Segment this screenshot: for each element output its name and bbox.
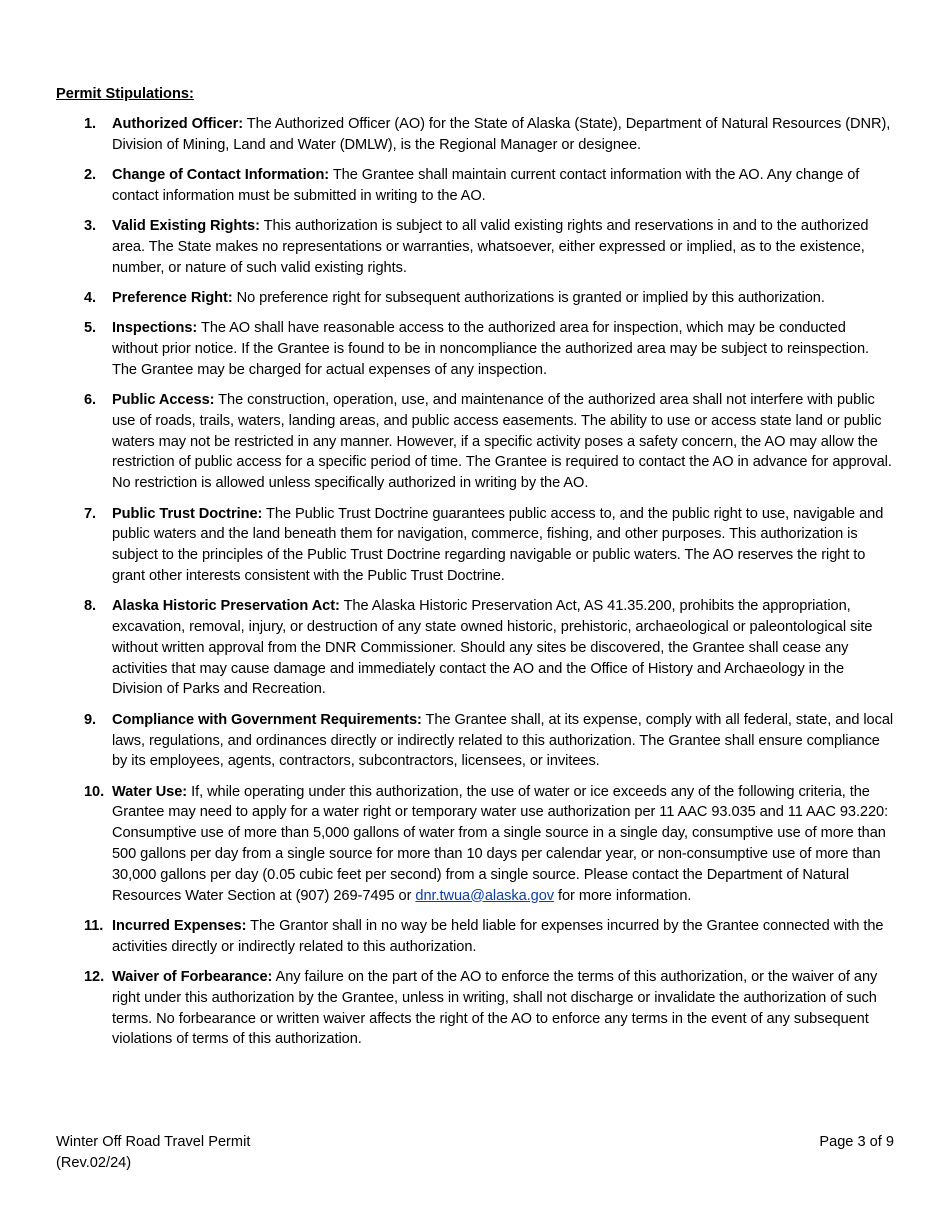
stipulation-text: No preference right for subsequent authorizations is granted or implied by this authorization. (232, 289, 825, 306)
stipulation-item (56, 318, 894, 380)
stipulation-number: 12. (84, 968, 105, 985)
stipulation-number: 8. (84, 598, 97, 615)
stipulation-text: The Grantee shall, at its expense, comply with all federal, state, and local laws, regulations, and ordinances directly or indirectly related to this authorization. The Grantee shall ensure compliance by its employees, agents, contractors, subcontractors, licensees, or invitees. (112, 711, 894, 770)
stipulation-text: The Alaska Historic Preservation Act, AS 41.35.200, prohibits the appropriation, excavation, removal, injury, or destruction of any state owned historic, prehistoric, archaeological or paleontological site without written approval from the DNR Commissioner. Should any sites be discovered, the Grantee shall cease any activities that may cause damage and immediately contact the AO and the Office of History and Archaeology in the Division of Parks and Recreation. (112, 598, 873, 698)
stipulation-number: 9. (84, 711, 97, 728)
stipulation-number: 10. (84, 783, 105, 800)
footer-revision: (Rev.02/24) (56, 1154, 132, 1171)
stipulation-item (56, 916, 894, 958)
page-number: Page 3 of 9 (819, 1134, 894, 1150)
stipulation-item (56, 710, 894, 772)
stipulation-heading: Public Access: (112, 392, 215, 409)
stipulation-number: 7. (84, 505, 97, 522)
stipulation-item (56, 596, 894, 700)
stipulation-text: This authorization is subject to all valid existing rights and reservations in and to the authorized area. The State makes no representations or warranties, whatsoever, either expressed or implied, as to the existence, number, or nature of such valid existing rights. (112, 217, 869, 276)
stipulation-heading: Public Trust Doctrine: (112, 505, 263, 522)
stipulation-text: Any failure on the part of the AO to enforce the terms of this authorization, or the waiver of any right under this authorization by the Grantee, unless in writing, shall not discharge or invalidate the authorization of such terms. No forbearance or written waiver affects the right of the AO to enforce any terms in the event of any subsequent violations of terms of this authorization. (112, 968, 878, 1048)
stipulation-item (56, 216, 894, 278)
stipulation-item (56, 504, 894, 587)
stipulation-text: The Grantor shall in no way be held liable for expenses incurred by the Grantee connected with the activities directly or indirectly related to this authorization. (112, 917, 884, 955)
section-title: Permit Stipulations: (56, 86, 194, 102)
stipulation-text: If, while operating under this authorization, the use of water or ice exceeds any of the following criteria, the Grantee may need to apply for a water right or temporary water use authorization per 11 AAC 93.035 and 11 AAC 93.220: Consumptive use of more than 5,000 gallons of water from a single source in a single day, consumptive use of more than 500 gallons per day from a single source for more than 10 days per calendar year, or non-consumptive use of more than 30,000 gallons per day (0.05 cubic feet per second) from a single source. Please contact the Department of Natural Resources Water Section at (907) 269-7495 or (112, 783, 889, 904)
stipulation-heading: Authorized Officer: (112, 115, 244, 132)
water-section-email-link[interactable]: dnr.twua@alaska.gov (415, 887, 555, 904)
stipulation-item (56, 390, 894, 494)
stipulations-list (56, 114, 894, 1050)
stipulation-heading: Valid Existing Rights: (112, 217, 260, 234)
stipulation-item (56, 782, 894, 907)
stipulation-heading: Inspections: (112, 320, 198, 337)
stipulation-heading: Water Use: (112, 783, 188, 800)
stipulation-item (56, 114, 894, 156)
stipulation-text: The Authorized Officer (AO) for the State of Alaska (State), Department of Natural Resources (DNR), Division of Mining, Land and Water (DMLW), is the Regional Manager or designee. (112, 115, 891, 153)
stipulation-heading: Incurred Expenses: (112, 917, 247, 934)
stipulation-number: 3. (84, 217, 97, 234)
stipulation-number: 4. (84, 289, 97, 306)
stipulation-text: The construction, operation, use, and maintenance of the authorized area shall not interfere with public use of roads, trails, waters, landing areas, and public access easements. The ability to use or access state land or public waters may not be restricted in any manner. However, if a specific activity poses a safety concern, the AO may allow the restriction of public access for a specific period of time. The Grantee is required to contact the AO in advance for approval. No restriction is allowed unless specifically authorized in writing by the AO. (112, 392, 892, 492)
stipulation-heading: Waiver of Forbearance: (112, 968, 273, 985)
footer-title: Winter Off Road Travel Permit (56, 1134, 251, 1150)
stipulation-heading: Alaska Historic Preservation Act: (112, 598, 340, 615)
stipulation-item (56, 967, 894, 1050)
stipulation-number: 1. (84, 115, 97, 132)
stipulation-number: 11. (84, 917, 104, 934)
stipulation-heading: Preference Right: (112, 289, 233, 306)
stipulation-number: 2. (84, 166, 97, 183)
stipulation-item (56, 165, 894, 207)
stipulation-text-after: for more information. (554, 887, 692, 904)
stipulation-text: The Public Trust Doctrine guarantees public access to, and the public right to use, navigable and public waters and the land beneath them for navigation, commerce, fishing, and other purposes. This authorization is subject to the principles of the Public Trust Doctrine regarding navigable or public waters. The AO reserves the right to grant other interests consistent with the Public Trust Doctrine. (112, 505, 884, 584)
stipulation-item (56, 288, 894, 309)
stipulation-text: The Grantee shall maintain current contact information with the AO. Any change of contact information must be submitted in writing to the AO. (112, 166, 860, 204)
document-page (56, 84, 894, 1060)
stipulation-number: 6. (84, 392, 97, 409)
stipulation-number: 5. (84, 320, 97, 337)
stipulation-heading: Change of Contact Information: (112, 166, 330, 183)
page-footer (56, 1132, 894, 1174)
stipulation-heading: Compliance with Government Requirements: (112, 711, 422, 728)
stipulation-text: The AO shall have reasonable access to the authorized area for inspection, which may be conducted without prior notice. If the Grantee is found to be in noncompliance the authorized area may be subject to reinspection. The Grantee may be charged for actual expenses of any inspection. (112, 320, 869, 378)
